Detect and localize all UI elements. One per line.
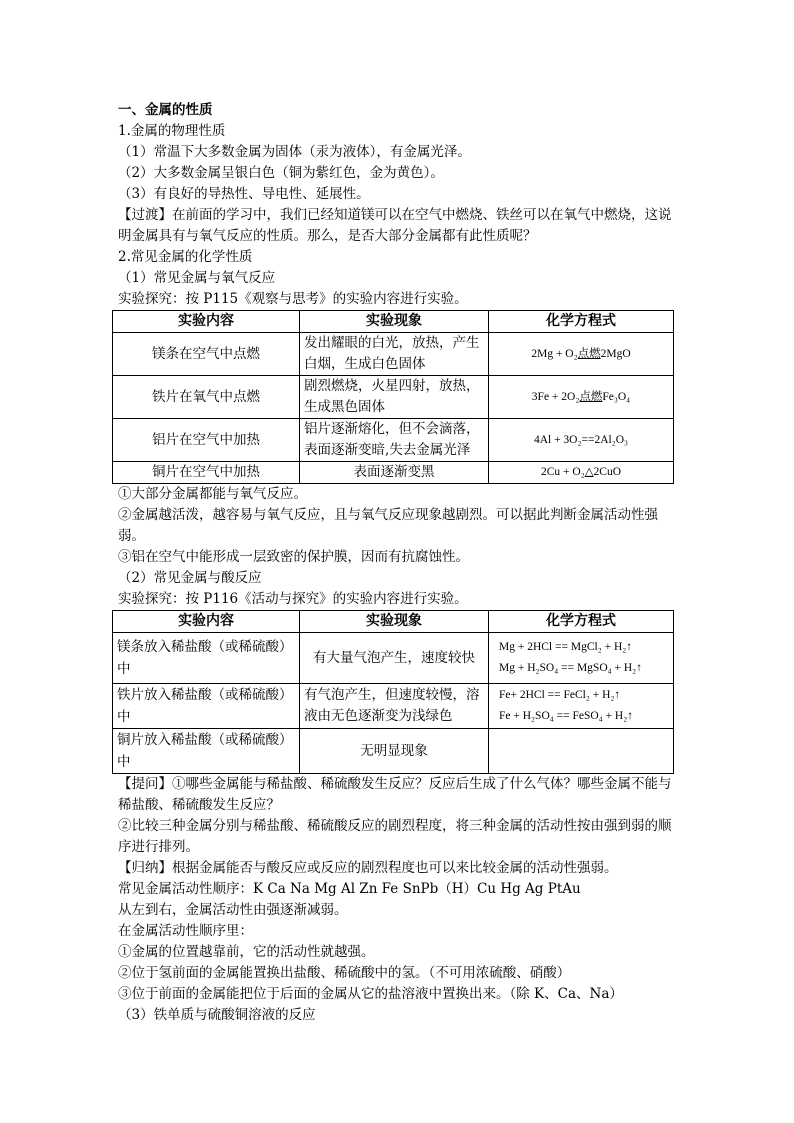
paragraph: 从左到右，金属活动性由强逐渐减弱。 <box>118 902 348 918</box>
table-cell: 铜片放入稀盐酸（或稀硫酸）中 <box>113 729 300 774</box>
table-header-row <box>113 311 674 333</box>
equation-cell <box>489 419 674 462</box>
paragraph: 【归纳】根据金属能否与酸反应或反应的剧烈程度也可以来比较金属的活动性强弱。 <box>118 860 618 876</box>
table-row <box>113 684 674 729</box>
paragraph: 【过渡】在前面的学习中，我们已经知道镁可以在空气中燃烧、铁丝可以在氧气中燃烧，这说明金属具有与氧气反应的性质。那么，是否大部分金属都有此性质呢？ <box>118 207 672 244</box>
paragraph: 【提问】①哪些金属能与稀盐酸、稀硫酸发生反应？反应后生成了什么气体？哪些金属不能与稀盐酸、稀硫酸发生反应？ <box>118 776 672 813</box>
section-title: 一、金属的性质 <box>118 102 213 118</box>
paragraph: （1）常温下大多数金属为固体（汞为液体），有金属光泽。 <box>118 144 471 160</box>
table-cell: 铁片放入稀盐酸（或稀硫酸）中 <box>113 684 300 729</box>
equation-text: Fe + H₂SO₄ == FeSO₄ + H₂↑ <box>499 710 633 722</box>
equation-text: 4Al + 3O₂==2Al₂O₃ <box>533 433 629 446</box>
table-header: 实验现象 <box>300 611 489 633</box>
paragraph: 实验探究：按 P116《活动与探究》的实验内容进行实验。 <box>118 591 468 607</box>
equation-text: Fe₃O₄ <box>602 390 631 403</box>
table-cell: 表面逐渐变黑 <box>300 462 489 484</box>
activity-series: 常见金属活动性顺序：K Ca Na Mg Al Zn Fe SnPb（H）Cu Hg Ag PtAu <box>118 881 581 897</box>
reaction-condition: △ <box>584 466 594 478</box>
note: ②金属越活泼，越容易与氧气反应，且与氧气反应现象越剧烈。可以据此判断金属活动性强弱。 <box>118 507 658 544</box>
equation-cell <box>489 376 674 419</box>
table-cell: 镁条放入稀盐酸（或稀硫酸）中 <box>113 633 300 684</box>
paragraph: （2）常见金属与酸反应 <box>118 570 262 586</box>
table-header: 化学方程式 <box>489 611 674 633</box>
table-header: 实验内容 <box>113 611 300 633</box>
table-cell: 铁片在氧气中点燃 <box>113 376 300 419</box>
paragraph: ②比较三种金属分别与稀盐酸、稀硫酸反应的剧烈程度，将三种金属的活动性按由强到弱的顺序进行排列。 <box>118 818 672 855</box>
equation-text: Mg + H₂SO₄ == MgSO₄ + H₂↑ <box>499 662 642 674</box>
note: ③铝在空气中能形成一层致密的保护膜，因而有抗腐蚀性。 <box>118 549 469 565</box>
equation-cell <box>489 462 674 484</box>
equation-cell <box>489 333 674 376</box>
equation-text: Mg + 2HCl == MgCl₂ + H₂↑ <box>499 641 633 653</box>
equation-cell <box>489 729 674 774</box>
oxygen-reaction-table <box>112 310 674 484</box>
table-cell: 有气泡产生，但速度较慢，溶液由无色逐渐变为浅绿色 <box>300 684 489 729</box>
paragraph: 1.金属的物理性质 <box>118 123 226 139</box>
table-row <box>113 376 674 419</box>
table-row <box>113 333 674 376</box>
equation-text: 3Fe + 2O₂ <box>531 390 580 403</box>
equation-text: 2CuO <box>593 466 622 478</box>
table-cell: 铝片逐渐熔化，但不会滴落，表面逐渐变暗,失去金属光泽 <box>300 419 489 462</box>
table-cell: 铜片在空气中加热 <box>113 462 300 484</box>
table-cell: 剧烈燃烧，火星四射，放热，生成黑色固体 <box>300 376 489 419</box>
document-page <box>118 100 678 1026</box>
paragraph: 在金属活动性顺序里： <box>118 923 253 939</box>
paragraph: （3）铁单质与硫酸铜溶液的反应 <box>118 1007 316 1023</box>
paragraph: （3）有良好的导热性、导电性、延展性。 <box>118 186 370 202</box>
reaction-condition: 点燃 <box>579 390 603 403</box>
table-header: 实验现象 <box>300 311 489 333</box>
table-row <box>113 633 674 684</box>
paragraph: 实验探究：按 P115《观察与思考》的实验内容进行实验。 <box>118 291 468 307</box>
table-cell: 铝片在空气中加热 <box>113 419 300 462</box>
paragraph: ①金属的位置越靠前，它的活动性就越强。 <box>118 944 375 960</box>
table-cell: 有大量气泡产生，速度较快 <box>300 633 489 684</box>
table-cell: 镁条在空气中点燃 <box>113 333 300 376</box>
paragraph: （1）常见金属与氧气反应 <box>118 270 276 286</box>
table-header: 化学方程式 <box>489 311 674 333</box>
table-row <box>113 419 674 462</box>
table-cell: 发出耀眼的白光，放热，产生白烟，生成白色固体 <box>300 333 489 376</box>
note: ①大部分金属都能与氧气反应。 <box>118 486 307 502</box>
table-header: 实验内容 <box>113 311 300 333</box>
table-cell: 无明显现象 <box>300 729 489 774</box>
paragraph: ③位于前面的金属能把位于后面的金属从它的盐溶液中置换出来。（除 K、Ca、Na） <box>118 986 623 1002</box>
paragraph: （2）大多数金属呈银白色（铜为紫红色，金为黄色）。 <box>118 165 444 181</box>
equation-text: 2Cu + O₂ <box>540 466 585 478</box>
acid-reaction-table <box>112 610 674 774</box>
paragraph: 2.常见金属的化学性质 <box>118 249 253 265</box>
paragraph: ②位于氢前面的金属能置换出盐酸、稀硫酸中的氢。（不可用浓硫酸、硝酸） <box>118 965 571 981</box>
equation-cell <box>489 633 674 684</box>
equation-text: Fe+ 2HCl == FeCl₂ + H₂↑ <box>499 689 621 701</box>
equation-text: 2MgO <box>600 347 631 360</box>
table-row <box>113 462 674 484</box>
table-header-row <box>113 611 674 633</box>
table-row <box>113 729 674 774</box>
equation-cell <box>489 684 674 729</box>
equation-text: 2Mg + O₂ <box>531 347 578 360</box>
reaction-condition: 点燃 <box>577 347 601 360</box>
